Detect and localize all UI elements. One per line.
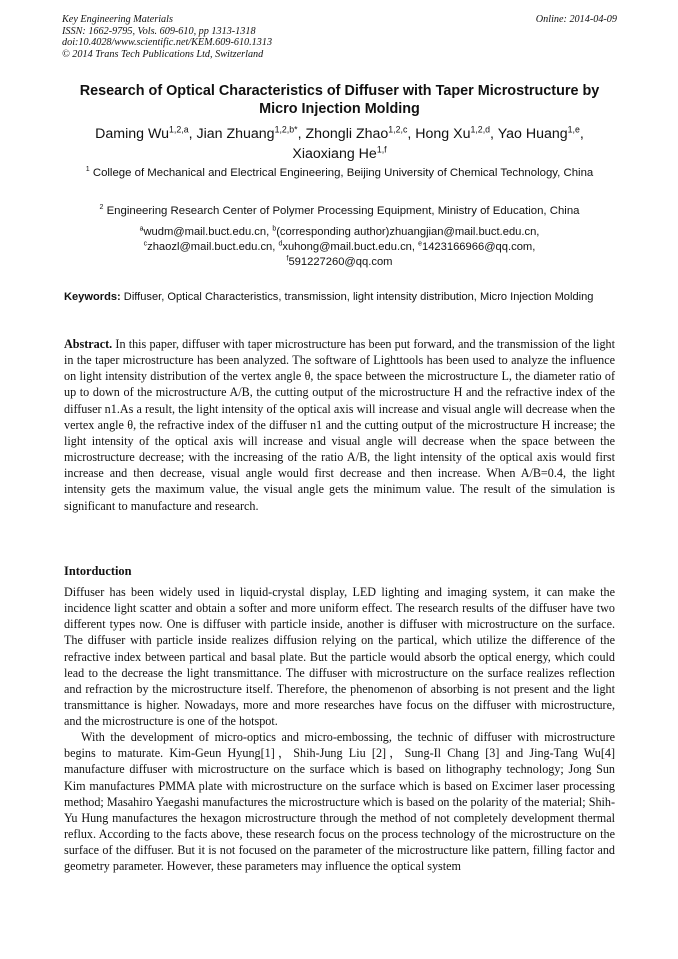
email-mark: b <box>272 225 277 233</box>
author-name: Jian Zhuang <box>196 126 275 142</box>
author-name: Daming Wu <box>95 126 170 142</box>
email-block <box>62 225 617 271</box>
keywords-text: Diffuser, Optical Characteristics, transmission, light intensity distribution, Micro Injection Molding <box>120 291 594 303</box>
abstract <box>64 336 615 514</box>
email-line <box>62 240 617 255</box>
paragraph: Diffuser has been widely used in liquid-crystal display, LED lighting and imaging system, it can make the incidence light scatter and obtain a softer and more uniform effect. The research results of the diffuser have two different types now. One is diffuser with particle inside, another is diffuser with microstructure on the surface. The diffuser with particle inside realizes diffusion relying on the partical, which utilize the difference of the refractive index between partical and basal plate. But the particle would absorb the optical energy, which could lead to the decrease the light transmittance. The diffuser with microstructure on the surface realizes reflection and refraction by the microstructure itself. Therefore, the phenomenon of absorbing is not present and the light transmittance is higher. Nowadays, more and more researches have focus on the diffuser with microstructure, and the microstructure is one of the hotspot. <box>64 585 615 728</box>
email-link[interactable]: xuhong@mail.buct.edu.cn, <box>282 241 419 254</box>
email-mark: a <box>139 225 144 233</box>
author <box>95 126 196 142</box>
abstract-label: Abstract. <box>64 337 113 351</box>
affiliation-text: College of Mechanical and Electrical Engineering, Beijing University of Chemical Technology, China <box>92 167 594 179</box>
email-line <box>62 255 617 270</box>
author-affiliation-mark: 1,e <box>567 124 580 135</box>
author-affiliation-mark: 1,2,b* <box>274 124 298 135</box>
paragraph: With the development of micro-optics and micro-embossing, the technic of diffuser with microstructure begins to maturate. Kim-Geun Hyung[1]，Shih-Jung Liu [2]，Sung-Il Chang [3] and Jing-Tang Wu[4] manufacture diffuser with microstructure on the surface which is based on lithography technology; Jong Sun Kim manufactures PMMA plate with microstructure on the surface which is based on Excimer laser processing method; Masahiro Yaegashi manufactures the microstructure which is based on the polarity of the material; Shih-Yu Hung manufactures the hexagon microstructure through the method of not completely development thermal reflux. According to the facts above, these research focus on the process technology of the microstructure on the surface of the diffuser. But it is not focused on the parameter of the microstructure like pattern, filling factor and geometry parameter. However, these parameters may influence the optical system <box>64 730 615 874</box>
email-link[interactable]: (corresponding author)zhuangjian@mail.buct.edu.cn, <box>276 226 540 238</box>
affiliation-2 <box>62 204 617 220</box>
author-separator: , <box>297 126 306 142</box>
author <box>415 126 497 142</box>
affiliation-text: Engineering Research Center of Polymer Processing Equipment, Ministry of Education, China <box>106 205 580 217</box>
author-affiliation-mark: 1,2,a <box>169 124 189 135</box>
author-name: Yao Huang <box>497 126 568 142</box>
keywords-label: Keywords: <box>64 291 121 303</box>
author-name: Hong Xu <box>415 126 471 142</box>
author-list <box>62 124 617 164</box>
journal-doi: doi:10.4028/www.scientific.net/KEM.609-610.1313 <box>62 37 273 49</box>
paper-title: Research of Optical Characteristics of Diffuser with Taper Microstructure by Micro Injection Molding <box>79 83 600 117</box>
email-link[interactable]: 1423166966@qq.com, <box>421 241 536 254</box>
email-line <box>62 225 617 240</box>
email-mark: d <box>278 240 283 248</box>
author-affiliation-mark: 1,2,c <box>388 124 408 135</box>
section-heading-introduction: Intorduction <box>64 564 132 578</box>
email-link[interactable]: wudm@mail.buct.edu.cn, <box>143 226 273 238</box>
author-affiliation-mark: 1,f <box>376 144 387 155</box>
author-name: Zhongli Zhao <box>305 126 389 142</box>
journal-header <box>62 14 617 60</box>
author <box>498 126 584 142</box>
author <box>196 126 305 142</box>
abstract-text: In this paper, diffuser with taper microstructure has been put forward, and the transmission of the light in the taper microstructure has been analyzed. The software of Lighttools has been used to analyze the influence on light intensity distribution of the vertex angle θ, the space between the microstructure L, the diameter ratio of up to down of the microstructure A/B, the cutting output of the microstructure H and the refractive index of the diffuser n1.As a result, the light intensity of the optical axis will increase and visual angle will decrease when the vertex angle θ, the refractive index of the diffuser n1 and the cutting output of the microstructure H increase; the light intensity of the optical axis will increase and visual angle will decrease when the space between the microstructure decrease; with the increasing of the ratio A/B, the light intensity of the optical axis would first increase and then decrease, visual angle would first decrease and then increase. When A/B=0.4, the light intensity gets the maximum value, the visual angle gets the minimum value. The result of the simulation is significant to manufacture and research. <box>64 337 615 513</box>
introduction-body <box>64 584 615 874</box>
email-mark: e <box>418 240 422 248</box>
author-name: Xiaoxiang He <box>292 146 377 162</box>
email-link[interactable]: 591227260@qq.com <box>288 256 393 269</box>
journal-copyright: © 2014 Trans Tech Publications Ltd, Switzerland <box>62 48 264 60</box>
author-separator: , <box>188 126 197 142</box>
author-separator: , <box>407 126 416 142</box>
affiliation-mark: 1 <box>85 166 90 174</box>
email-link[interactable]: zhaozl@mail.buct.edu.cn, <box>147 241 279 254</box>
affiliation-mark: 2 <box>99 204 104 212</box>
author <box>305 126 415 142</box>
email-mark: c <box>143 240 148 248</box>
author-affiliation-mark: 1,2,d <box>470 124 491 135</box>
affiliation-1 <box>62 166 617 182</box>
author-separator: , <box>579 126 584 142</box>
online-date: Online: 2014-04-09 <box>535 14 617 25</box>
email-mark: f <box>286 255 289 263</box>
author-separator: , <box>490 126 498 142</box>
keywords <box>64 290 615 304</box>
journal-issn: ISSN: 1662-9795, Vols. 609-610, pp 1313-1318 <box>62 25 256 37</box>
author <box>292 146 386 162</box>
journal-name: Key Engineering Materials <box>62 14 173 25</box>
